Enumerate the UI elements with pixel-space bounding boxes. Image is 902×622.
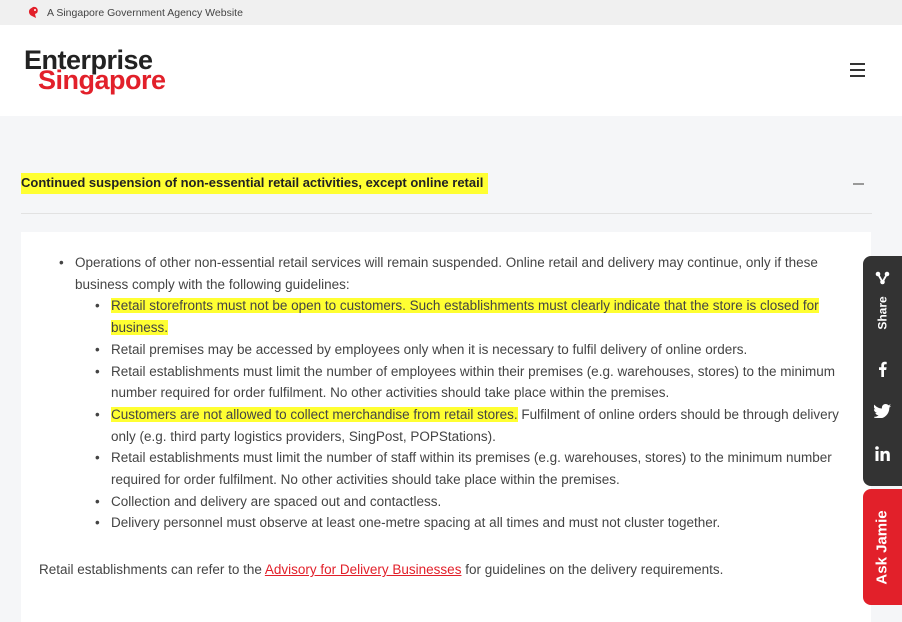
list-item xyxy=(111,491,855,513)
lion-head-icon xyxy=(27,6,40,19)
list-item xyxy=(111,295,855,338)
enterprise-singapore-logo[interactable] xyxy=(24,47,166,94)
gov-banner xyxy=(0,0,902,25)
list-item-text: Retail establishments must limit the number of staff within its premises (e.g. warehouses, stores) to the minimum number required for order fulfilment. No other activities should take place within the premises. xyxy=(111,450,832,488)
accordion-header[interactable] xyxy=(21,166,872,214)
outer-item-text: Operations of other non-essential retail services will remain suspended. Online retail and delivery may continue, only if these business comply with the following guidelines: xyxy=(75,255,818,292)
list-item-text: Retail premises may be accessed by employees only when it is necessary to fulfil delivery of online orders. xyxy=(111,341,748,357)
ask-jamie-button[interactable] xyxy=(863,489,902,605)
gov-banner-text: A Singapore Government Agency Website xyxy=(47,6,243,19)
list-item xyxy=(111,404,855,447)
hamburger-menu-icon[interactable] xyxy=(850,63,865,77)
logo-line1: Enterprise xyxy=(24,45,153,75)
facebook-icon[interactable] xyxy=(863,358,902,380)
footer-paragraph xyxy=(39,562,723,577)
advisory-link[interactable]: Advisory for Delivery Businesses xyxy=(264,562,462,577)
accordion-content xyxy=(21,232,871,622)
footer-text-before: Retail establishments can refer to the xyxy=(39,562,265,577)
footer-text-after: for guidelines on the delivery requirements. xyxy=(461,562,724,577)
list-item-text: Collection and delivery are spaced out and contactless. xyxy=(111,493,442,509)
twitter-icon[interactable] xyxy=(863,400,902,422)
linkedin-icon[interactable] xyxy=(863,442,902,464)
highlighted-text: Customers are not allowed to collect merchandise from retail stores. xyxy=(111,406,518,422)
list-item xyxy=(111,339,855,361)
list-item-text: Fulfilment of online orders should be through delivery only (e.g. third party logistics providers, SingPost, POPStations). xyxy=(111,406,839,444)
list-item-text: Retail establishments must limit the number of employees within their premises (e.g. warehouses, stores) to the minimum number required for order fulfilment. No other activities should take place within the premises. xyxy=(111,363,836,401)
share-icon[interactable] xyxy=(863,268,902,288)
ask-jamie-label: Ask Jamie xyxy=(874,509,891,585)
list-item xyxy=(111,512,855,534)
minus-icon[interactable] xyxy=(853,183,864,185)
share-sidebar xyxy=(863,256,902,486)
logo-line2: Singapore xyxy=(38,65,166,95)
highlighted-text: Retail storefronts must not be open to customers. Such establishments must clearly indicate that the store is closed for business. xyxy=(111,298,819,336)
share-label: Share xyxy=(875,296,890,330)
list-item-text: Delivery personnel must observe at least one-metre spacing at all times and must not cluster together. xyxy=(111,515,721,531)
list-item xyxy=(75,252,855,534)
list-item xyxy=(111,361,855,404)
site-header xyxy=(0,25,902,116)
list-item xyxy=(111,447,855,490)
accordion-title[interactable]: Continued suspension of non-essential retail activities, except online retail xyxy=(21,173,488,194)
